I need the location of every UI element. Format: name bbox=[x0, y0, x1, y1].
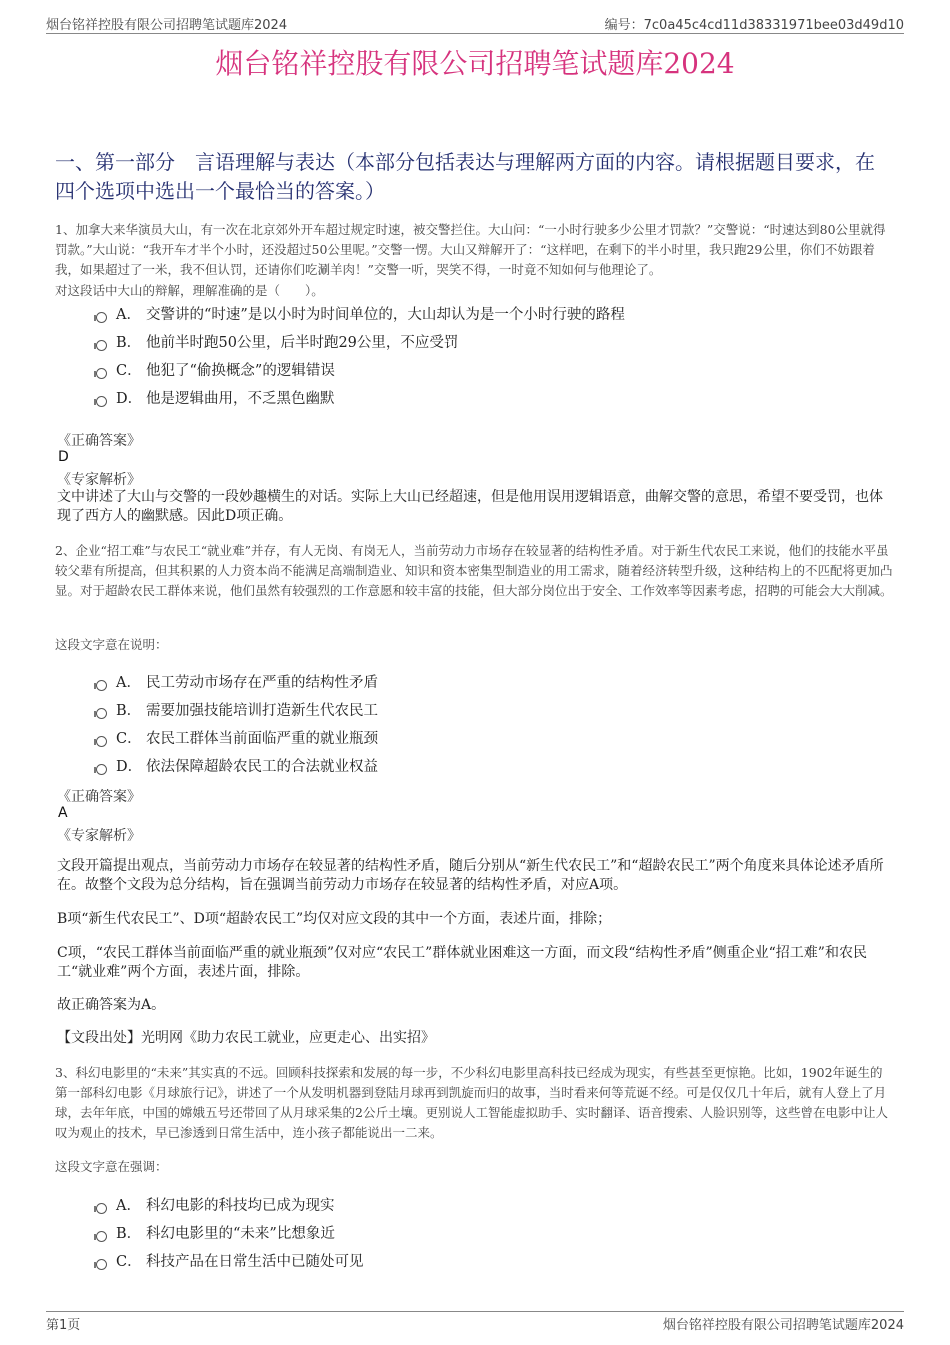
question-1-option-a[interactable]: A． 交警讲的“时速”是以小时为时间单位的，大山却认为是一个小时行驶的路程 bbox=[96, 303, 625, 324]
question-1-option-b[interactable]: B． 他前半时跑50公里，后半时跑29公里，不应受罚 bbox=[96, 331, 458, 352]
question-1-option-c[interactable]: C． 他犯了“偷换概念”的逻辑错误 bbox=[96, 359, 335, 380]
document-title: 烟台铭祥控股有限公司招聘笔试题库2024 bbox=[215, 47, 735, 80]
radio-icon[interactable] bbox=[96, 764, 107, 775]
question-1-option-d[interactable]: D． 他是逻辑曲用，不乏黑色幽默 bbox=[96, 387, 335, 408]
header-doc-id: 编号：7c0a45c4cd11d38331971bee03d49d10 bbox=[604, 18, 904, 33]
question-1-answer-label: 《正确答案》 bbox=[57, 433, 141, 449]
radio-icon[interactable] bbox=[96, 1231, 107, 1242]
radio-icon[interactable] bbox=[96, 312, 107, 323]
question-2-option-a[interactable]: A． 民工劳动市场存在严重的结构性矛盾 bbox=[96, 671, 378, 692]
question-3-option-c[interactable]: C． 科技产品在日常生活中已随处可见 bbox=[96, 1250, 364, 1271]
question-3-prompt: 这段文字意在强调： bbox=[55, 1159, 168, 1174]
question-2-source: 【文段出处】光明网《助力农民工就业，应更走心、出实招》 bbox=[57, 1030, 435, 1046]
question-1-analysis-label: 《专家解析》 bbox=[57, 472, 141, 488]
question-3-text: 3、科幻电影里的“未来”其实真的不远。回顾科技探索和发展的每一步，不少科幻电影里高科技已经成为现实，有些甚至更惊艳。比如，1902年诞生的第一部科幻电影《月球旅行记》，讲述了一个从发明机器到登陆月球再到凯旋而归的故事，当时看来何等荒诞不经。可是仅仅几十年后，就有人登上了月球，去年年底，中国的嫦娥五号还带回了从月球采集的2公斤土壤。更别说人工智能虚拟助手、实时翻译、语音搜索、人脸识别等，这些曾在电影中让人叹为观止的技术，早已渗透到日常生活中，连小孩子都能说出一二来。 bbox=[55, 1065, 888, 1140]
question-2-analysis-paragraph-4: 故正确答案为A。 bbox=[57, 997, 166, 1013]
question-2-option-c[interactable]: C． 农民工群体当前面临严重的就业瓶颈 bbox=[96, 727, 378, 748]
question-1-text: 1、加拿大来华演员大山，有一次在北京郊外开车超过规定时速，被交警拦住。大山问：“一小时行驶多少公里才罚款？”交警说：“时速达到80公里就得罚款。”大山说：“我开车才半个小时，还没超过50公里呢。”交警一愣。大山又辩解开了：“这样吧，在剩下的半小时里，我只跑29公里，你们不妨跟着我，如果超过了一米，我不但认罚，还请你们吃涮羊肉！”交警一听，哭笑不得，一时竟不知如何与他理论了。 bbox=[55, 222, 886, 277]
radio-icon[interactable] bbox=[96, 708, 107, 719]
header-left: 烟台铭祥控股有限公司招聘笔试题库2024 bbox=[46, 18, 288, 33]
radio-icon[interactable] bbox=[96, 1259, 107, 1270]
question-2-answer: A bbox=[58, 805, 68, 821]
radio-icon[interactable] bbox=[96, 340, 107, 351]
question-1-answer: D bbox=[58, 449, 69, 465]
header-divider bbox=[46, 33, 904, 34]
question-1-prompt: 对这段话中大山的辩解，理解准确的是（ ）。 bbox=[55, 283, 324, 298]
question-2-analysis-paragraph-3: C项，“农民工群体当前面临严重的就业瓶颈”仅对应“农民工”群体就业困难这一方面，而文段“结构性矛盾”侧重企业“招工难”和农民工“就业难”两个方面，表述片面，排除。 bbox=[57, 945, 867, 980]
question-2-prompt: 这段文字意在说明： bbox=[55, 637, 168, 652]
question-2-option-b[interactable]: B． 需要加强技能培训打造新生代农民工 bbox=[96, 699, 378, 720]
question-2-answer-label: 《正确答案》 bbox=[57, 789, 141, 805]
question-1-analysis: 文中讲述了大山与交警的一段妙趣横生的对话。实际上大山已经超速，但是他用误用逻辑语意，曲解交警的意思，希望不要受罚，也体现了西方人的幽默感。因此D项正确。 bbox=[57, 489, 883, 524]
question-2-option-d[interactable]: D． 依法保障超龄农民工的合法就业权益 bbox=[96, 755, 378, 776]
radio-icon[interactable] bbox=[96, 368, 107, 379]
footer-title: 烟台铭祥控股有限公司招聘笔试题库2024 bbox=[662, 1318, 904, 1333]
radio-icon[interactable] bbox=[96, 396, 107, 407]
question-2-text: 2、企业“招工难”与农民工“就业难”并存，有人无岗、有岗无人，当前劳动力市场存在较显著的结构性矛盾。对于新生代农民工来说，他们的技能水平虽较父辈有所提高，但其积累的人力资本尚不能满足高端制造业、知识和资本密集型制造业的用工需求，随着经济转型升级，这种结构上的不匹配将更加凸显。对于超龄农民工群体来说，他们虽然有较强烈的工作意愿和较丰富的技能，但大部分岗位出于安全、工作效率等因素考虑，招聘的可能会大大削减。 bbox=[55, 543, 893, 598]
section-heading: 一、第一部分 言语理解与表达（本部分包括表达与理解两方面的内容。请根据题目要求，在四个选项中选出一个最恰当的答案。） bbox=[55, 150, 875, 203]
footer-divider bbox=[46, 1311, 904, 1312]
question-2-analysis-paragraph-1: 文段开篇提出观点，当前劳动力市场存在较显著的结构性矛盾，随后分别从“新生代农民工”和“超龄农民工”两个角度来具体论述矛盾所在。故整个文段为总分结构，旨在强调当前劳动力市场存在较显著的结构性矛盾，对应A项。 bbox=[57, 858, 884, 893]
question-3-option-b[interactable]: B． 科幻电影里的“未来”比想象近 bbox=[96, 1222, 335, 1243]
radio-icon[interactable] bbox=[96, 1203, 107, 1214]
question-2-analysis-label: 《专家解析》 bbox=[57, 828, 141, 844]
page-number: 第1页 bbox=[46, 1318, 81, 1333]
radio-icon[interactable] bbox=[96, 736, 107, 747]
question-2-analysis-paragraph-2: B项“新生代农民工”、D项“超龄农民工”均仅对应文段的其中一个方面，表述片面，排除； bbox=[57, 911, 612, 927]
question-3-option-a[interactable]: A． 科幻电影的科技均已成为现实 bbox=[96, 1194, 335, 1215]
radio-icon[interactable] bbox=[96, 680, 107, 691]
